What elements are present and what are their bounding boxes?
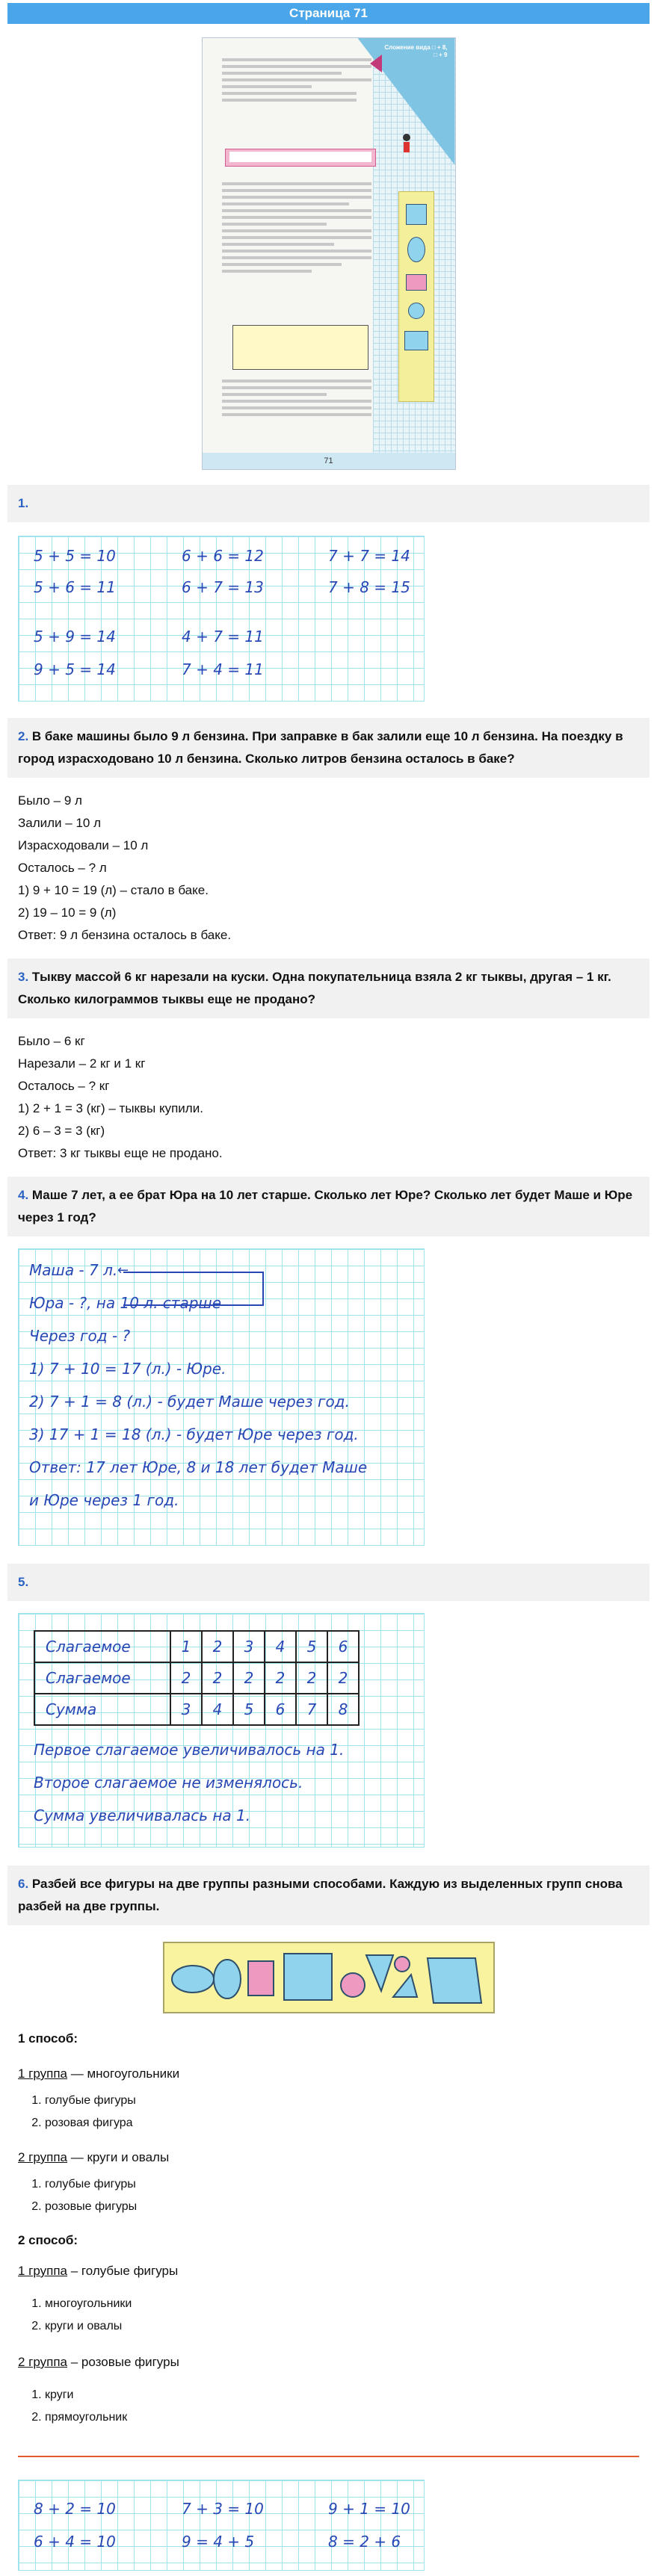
task1-notebook (18, 536, 425, 702)
task1-cell: 5 + 5 = 10 (34, 547, 116, 565)
table-row (34, 1631, 359, 1662)
divider (18, 2456, 639, 2457)
textbook-page-number: 71 (203, 453, 455, 469)
way1-group1-list (7, 2090, 650, 2134)
small-triangle-shape (393, 1975, 417, 1997)
table-cell: 2 (170, 1662, 202, 1694)
table-row (34, 1694, 359, 1725)
task1-cell: 7 + 4 = 11 (182, 660, 264, 678)
task1-cell: 6 + 6 = 12 (182, 547, 264, 565)
task2-line: Израсходовали – 10 л (18, 838, 149, 852)
table-row-label: Слагаемое (34, 1631, 170, 1662)
way2-title: 2 способ: (18, 2233, 78, 2247)
task2-line: 1) 9 + 10 = 19 (л) – стало в баке. (18, 883, 209, 897)
task1-cell: 7 + 8 = 15 (328, 578, 410, 596)
task3-solution (7, 1030, 650, 1165)
list-item: 2. розовая фигура (45, 2112, 650, 2134)
way2-group1 (7, 2260, 650, 2282)
task5-table (34, 1630, 360, 1726)
task1-cell: 6 + 7 = 13 (182, 578, 264, 596)
textbook-text-block (222, 55, 371, 105)
table-cell: 1 (170, 1631, 202, 1662)
task2-line: 2) 19 – 10 = 9 (л) (18, 905, 117, 920)
task5-note: Сумма увеличивалась на 1. (34, 1806, 251, 1824)
task3-line: 2) 6 – 3 = 3 (кг) (18, 1124, 105, 1138)
way1-group2 (7, 2146, 650, 2169)
way2-group1-list (7, 2293, 650, 2338)
list-item: 2. розовые фигуры (45, 2196, 650, 2218)
textbook-boy-figure (400, 134, 413, 158)
table-cell: 5 (296, 1631, 327, 1662)
table-cell: 4 (202, 1694, 233, 1725)
task6-header (7, 1866, 650, 1925)
task4-line: Ответ: 17 лет Юре, 8 и 18 лет будет Маше (29, 1458, 368, 1476)
table-cell: 2 (265, 1662, 296, 1694)
task4-line: 1) 7 + 10 = 17 (л.) - Юре. (29, 1360, 226, 1378)
task1-cell: 9 + 5 = 14 (34, 660, 116, 678)
textbook-corner-caption: Сложение вида □ + 8, □ + 9 (384, 44, 448, 58)
table-cell: 4 (265, 1631, 296, 1662)
task2-line: Было – 9 л (18, 793, 82, 808)
task2-line: Осталось – ? л (18, 861, 107, 875)
task7-cell: 6 + 4 = 10 (34, 2533, 116, 2551)
list-item: 2. круги и овалы (45, 2315, 650, 2338)
task3-line: Было – 6 кг (18, 1034, 85, 1048)
list-item: 1. круги (45, 2384, 650, 2406)
table-cell: 8 (327, 1694, 359, 1725)
way1-group2-list (7, 2173, 650, 2218)
task4-line: и Юре через 1 год. (29, 1491, 179, 1509)
table-cell: 6 (265, 1694, 296, 1725)
arrow-head-icon: ← (117, 1263, 129, 1278)
task1-cell: 4 + 7 = 11 (182, 628, 264, 645)
table-cell: 5 (233, 1694, 265, 1725)
list-item: 1. многоугольники (45, 2293, 650, 2315)
table-cell: 2 (202, 1662, 233, 1694)
triangle-shape (366, 1955, 393, 1991)
task4-line: Через год - ? (29, 1327, 131, 1345)
textbook-exercises (222, 179, 371, 276)
textbook-shapes-strip (398, 191, 434, 402)
task4-bracket-arrow (123, 1272, 264, 1306)
task1-cell: 7 + 7 = 14 (328, 547, 410, 565)
task7-cell: 9 + 1 = 10 (328, 2500, 410, 2518)
task3-line: 1) 2 + 1 = 3 (кг) – тыквы купили. (18, 1101, 203, 1115)
table-cell: 7 (296, 1694, 327, 1725)
task6-shapes-image (163, 1942, 495, 2013)
vertical-oval-shape (214, 1960, 241, 1998)
task2-solution (7, 790, 650, 947)
task4-number: 4. (18, 1188, 29, 1202)
task7-cell: 8 + 2 = 10 (34, 2500, 116, 2518)
task4-notebook (18, 1248, 425, 1546)
task4-line: 2) 7 + 1 = 8 (л.) - будет Маше через год. (29, 1393, 350, 1411)
task7-notebook (18, 2480, 425, 2571)
list-item: 2. прямоугольник (45, 2406, 650, 2429)
pink-rectangle-shape (248, 1961, 274, 1996)
textbook-page-image (202, 37, 456, 470)
list-item: 1. голубые фигуры (45, 2173, 650, 2196)
list-item: 1. голубые фигуры (45, 2090, 650, 2112)
way1-group1-desc: — многоугольники (67, 2066, 180, 2081)
table-cell: 2 (327, 1662, 359, 1694)
way2-group2 (7, 2351, 650, 2374)
way2-group2-label: 2 группа (18, 2355, 68, 2369)
task4-line: Юра - ?, на 10 л. старше (29, 1294, 222, 1312)
task4-text: Маше 7 лет, а ее брат Юра на 10 лет старше. Сколько лет Юре? Сколько лет будет Маше и Юре через 1 год? (18, 1188, 633, 1224)
shapes-svg (164, 1943, 493, 2012)
textbook-marker-icon (370, 55, 382, 72)
task5-notebook (18, 1613, 425, 1848)
oval-shape (172, 1966, 214, 1993)
square-shape (284, 1954, 332, 2000)
table-cell: 6 (327, 1631, 359, 1662)
task1-cell: 5 + 9 = 14 (34, 628, 116, 645)
way1-group2-desc: — круги и овалы (67, 2150, 170, 2164)
task5-header (7, 1564, 650, 1601)
way1-group1 (7, 2063, 650, 2085)
task4-line: Маша - 7 л. (29, 1261, 118, 1279)
task2-header (7, 718, 650, 778)
task6-text: Разбей все фигуры на две группы разными способами. Каждую из выделенных групп снова разбей на две группы. (18, 1877, 623, 1913)
task2-number: 2. (18, 729, 29, 743)
page-title: Страница 71 (7, 3, 650, 24)
task3-line: Ответ: 3 кг тыквы еще не продано. (18, 1146, 223, 1160)
task7-cell: 9 = 4 + 5 (182, 2533, 255, 2551)
table-cell: 2 (296, 1662, 327, 1694)
task5-note: Первое слагаемое увеличивалось на 1. (34, 1741, 345, 1759)
task3-line: Осталось – ? кг (18, 1079, 110, 1093)
way1-group2-label: 2 группа (18, 2150, 68, 2164)
way1-title: 1 способ: (18, 2031, 78, 2046)
table-row (34, 1662, 359, 1694)
task1-number: 1. (18, 496, 29, 510)
task3-text: Тыкву массой 6 кг нарезали на куски. Одна покупательница взяла 2 кг тыквы, другая – 1 кг. Сколько килограммов тыквы еще не продано? (18, 970, 611, 1006)
task5-number: 5. (18, 1575, 29, 1589)
task2-text: В баке машины было 9 л бензина. При заправке в бак залили еще 10 л бензина. На поездку в город израсходовано 10 л бензина. Сколько литров бензина осталось в баке? (18, 729, 623, 766)
way1-group1-label: 1 группа (18, 2066, 68, 2081)
small-pink-circle-shape (395, 1957, 410, 1972)
task7-cell: 7 + 3 = 10 (182, 2500, 264, 2518)
table-cell: 2 (202, 1631, 233, 1662)
table-cell: 2 (233, 1662, 265, 1694)
task5-note: Второе слагаемое не изменялось. (34, 1774, 303, 1792)
task1-cell: 5 + 6 = 11 (34, 578, 116, 596)
way2-group1-desc: – голубые фигуры (67, 2264, 179, 2278)
way2-group2-desc: – розовые фигуры (67, 2355, 179, 2369)
task3-header (7, 959, 650, 1018)
task2-line: Ответ: 9 л бензина осталось в баке. (18, 928, 232, 942)
task4-line: 3) 17 + 1 = 18 (л.) - будет Юре через год. (29, 1425, 359, 1443)
task6-number: 6. (18, 1877, 29, 1891)
way2-group2-list (7, 2384, 650, 2429)
task3-number: 3. (18, 970, 29, 984)
table-row-label: Слагаемое (34, 1662, 170, 1694)
table-row-label: Сумма (34, 1694, 170, 1725)
pink-circle-shape (341, 1973, 365, 1997)
quadrilateral-shape (428, 1958, 481, 2003)
table-cell: 3 (233, 1631, 265, 1662)
way2-group1-label: 1 группа (18, 2264, 68, 2278)
table-cell: 3 (170, 1694, 202, 1725)
task7-cell: 8 = 2 + 6 (328, 2533, 401, 2551)
task3-line: Нарезали – 2 кг и 1 кг (18, 1056, 146, 1071)
task2-line: Залили – 10 л (18, 816, 102, 830)
textbook-table (232, 325, 368, 370)
task1-header (7, 485, 650, 522)
task4-header (7, 1177, 650, 1236)
